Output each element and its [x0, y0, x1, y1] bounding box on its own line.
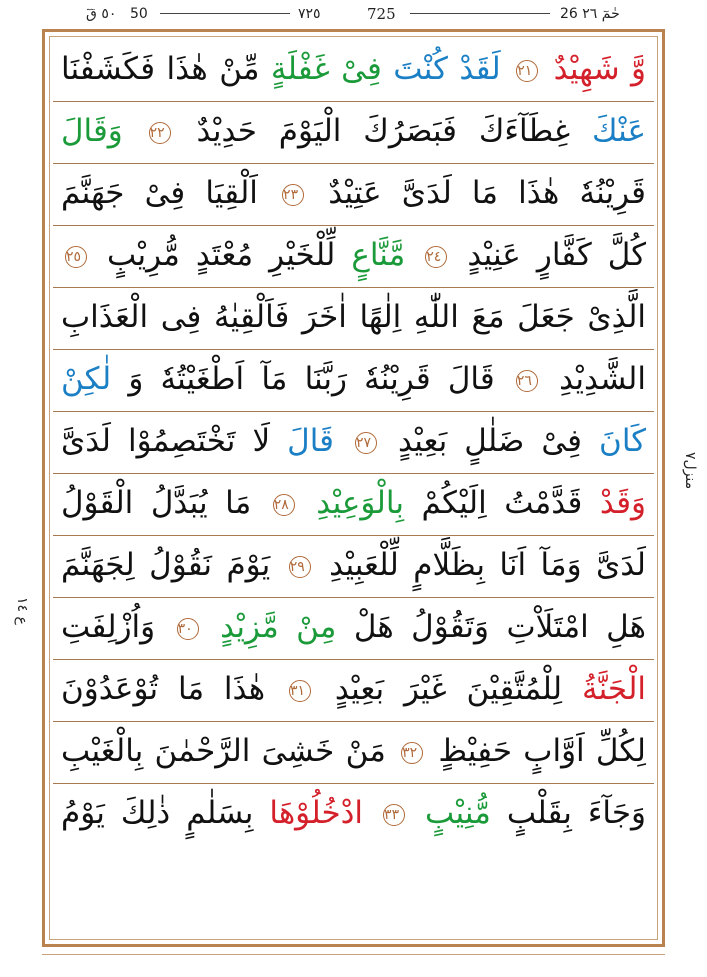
quran-text-block: [53, 40, 654, 846]
verse-text-segment: هٰذَا مَا تُوْعَدُوْنَ: [61, 671, 266, 707]
verse-text-segment: فِىْ ضَلٰلٍ بَعِيْدٍ: [398, 423, 583, 459]
ayah-number-marker: ٣٢: [401, 742, 423, 764]
verse-text-segment: لَقَدْ كُنْتَ: [393, 51, 501, 87]
text-line: [53, 350, 654, 412]
verse-text-segment: لَا تَخْتَصِمُوْا لَدَىَّ: [61, 423, 271, 459]
ayah-number-marker: ٢٤: [425, 246, 447, 268]
text-line: [53, 660, 654, 722]
ayah-number-marker: ٣١: [289, 680, 311, 702]
juz-marker: 26 حٰمٓ ٢٦: [560, 6, 620, 22]
verse-text-segment: وَجَآءَ بِقَلْبٍ: [506, 795, 646, 831]
verse-text-segment: هَلِ امْتَلَاْتِ وَتَقُوْلُ هَلْ: [353, 609, 647, 645]
verse-text-segment: فِىْ غَفْلَةٍ: [270, 51, 382, 87]
ayah-number-marker: ٢١: [516, 60, 538, 82]
text-line: [53, 40, 654, 102]
ayah-number-marker: ٢٦: [516, 370, 538, 392]
page-number-urdu: ٧٢٥: [298, 6, 321, 22]
verse-text-segment: اَلْقِيَا فِىْ جَهَنَّمَ: [61, 175, 258, 211]
verse-text-segment: الشَّدِيْدِ: [559, 361, 646, 397]
verse-text-segment: الَّذِىْ جَعَلَ مَعَ اللّٰهِ اِلٰهًا اٰخَرَ فَاَلْقِيٰهُ فِى الْعَذَابِ: [61, 299, 646, 335]
text-line: [53, 164, 654, 226]
ayah-number-marker: ٣٠: [177, 618, 199, 640]
verse-text-segment: مَنْ خَشِىَ الرَّحْمٰنَ بِالْغَيْبِ: [61, 733, 386, 769]
page-frame: [42, 29, 665, 947]
verse-text-segment: غِطَآءَكَ فَبَصَرُكَ الْيَوْمَ حَدِيْدٌ: [196, 113, 571, 149]
verse-text-segment: وَّ شَهِيْدٌ: [553, 51, 646, 87]
text-line: [53, 474, 654, 536]
text-line: [53, 722, 654, 784]
page-number: 725: [367, 5, 396, 23]
text-line: [53, 288, 654, 350]
text-line: [53, 412, 654, 474]
verse-text-segment: عَنْكَ: [592, 113, 646, 149]
header-divider-right: [410, 13, 550, 14]
verse-text-segment: مِّنْ هٰذَا فَكَشَفْنَا: [61, 51, 260, 87]
surah-number: 50: [130, 6, 148, 22]
ayah-number-marker: ٢٥: [65, 246, 87, 268]
ayah-number-marker: ٢٩: [289, 556, 311, 578]
text-line: [53, 226, 654, 288]
verse-text-segment: مِنْ مَّزِيْدٍ: [220, 609, 337, 645]
verse-text-segment: قَالَ قَرِيْنُهٗ رَبَّنَا مَآ اَطْغَيْتُهٗ وَ: [128, 361, 495, 397]
page-header: [0, 0, 707, 26]
ayah-number-marker: ٣٣: [383, 804, 405, 826]
verse-text-segment: لِلْمُتَّقِيْنَ غَيْرَ بَعِيْدٍ: [334, 671, 563, 707]
verse-text-segment: مُّنِيْبٍ: [425, 795, 491, 831]
verse-text-segment: لِكُلِّ اَوَّابٍ حَفِيْظٍ: [438, 733, 646, 769]
text-line: [53, 784, 654, 846]
text-line: [53, 102, 654, 164]
verse-text-segment: مَّنَّاعٍ: [351, 237, 406, 273]
verse-text-segment: مَا يُبَدَّلُ الْقَوْلُ: [61, 485, 252, 521]
verse-text-segment: بِالْوَعِيْدِ: [316, 485, 404, 521]
ayah-number-marker: ٢٧: [355, 432, 377, 454]
text-line: [53, 598, 654, 660]
verse-text-segment: لٰكِنْ: [61, 361, 112, 397]
verse-text-segment: وَقَالَ: [61, 113, 123, 149]
verse-text-segment: كُلَّ كَفَّارٍ عَنِيْدٍ: [467, 237, 646, 273]
verse-text-segment: لَدَىَّ وَمَآ اَنَا بِظَلَّامٍ لِّلْعَبِيْدِ: [329, 547, 646, 583]
ruku-marker: ع ١٤: [14, 597, 30, 625]
verse-text-segment: الْجَنَّةُ: [581, 671, 646, 707]
verse-text-segment: بِسَلٰمٍ ذٰلِكَ يَوْمُ: [61, 795, 254, 831]
ayah-number-marker: ٢٨: [273, 494, 295, 516]
verse-text-segment: لِّلْخَيْرِ مُعْتَدٍ مُّرِيْبٍ: [107, 237, 336, 273]
surah-marker: ٥٠ قٓ: [86, 6, 117, 22]
manzil-marker: منزل۷: [682, 452, 698, 490]
verse-text-segment: يَوْمَ نَقُوْلُ لِجَهَنَّمَ: [61, 547, 271, 583]
ayah-number-marker: ٢٣: [282, 184, 304, 206]
ayah-number-marker: ٢٢: [149, 122, 171, 144]
verse-text-segment: كَانَ: [599, 423, 647, 459]
verse-text-segment: وَاُزْلِفَتِ: [61, 609, 156, 645]
verse-text-segment: وَقَدْ: [599, 485, 646, 521]
text-line: [53, 536, 654, 598]
header-divider-left: [160, 13, 290, 14]
verse-text-segment: قَالَ: [287, 423, 334, 459]
verse-text-segment: ادْخُلُوْهَا: [269, 795, 364, 831]
bottom-border: [42, 954, 665, 955]
verse-text-segment: قَرِيْنُهٗ هٰذَا مَا لَدَىَّ عَتِيْدٌ: [328, 175, 646, 211]
verse-text-segment: قَدَّمْتُ اِلَيْكُمْ: [421, 485, 583, 521]
